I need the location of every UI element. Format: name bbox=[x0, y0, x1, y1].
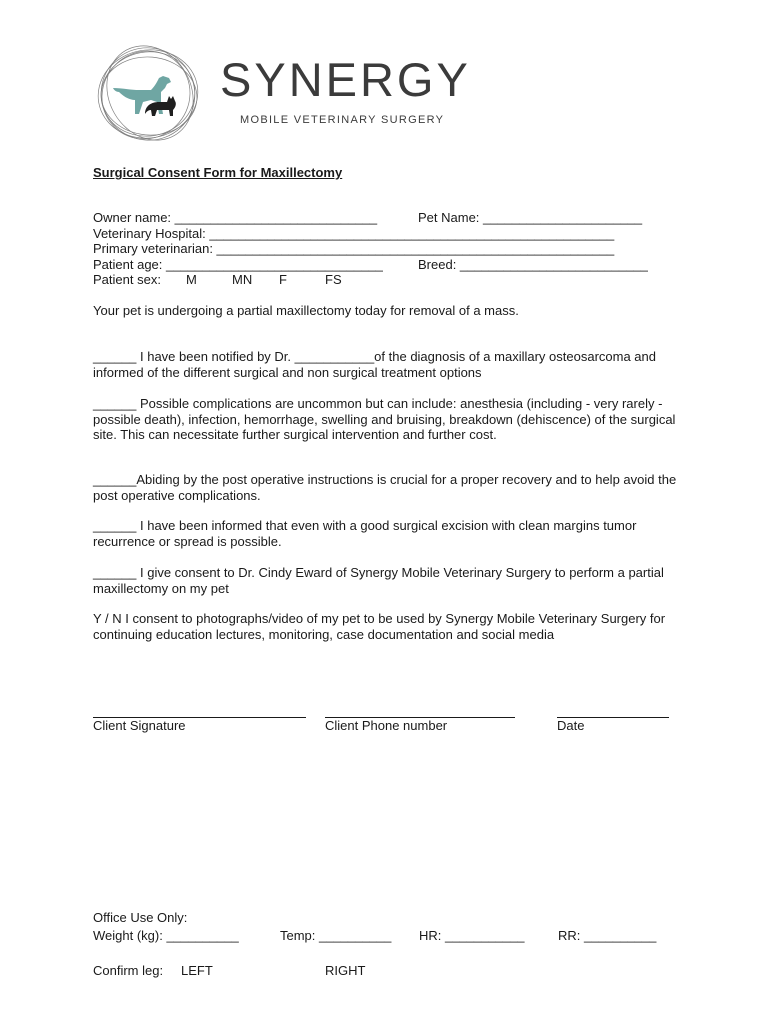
consent-item-photographs[interactable]: Y / N I consent to photographs/video of my pet to be used by Synergy Mobile Veterinary Surgery for continuing education lectures, monitoring, case documentation and social media bbox=[93, 611, 666, 642]
leg-option-right[interactable]: RIGHT bbox=[325, 963, 366, 978]
hr-field[interactable]: HR: ___________ bbox=[419, 928, 525, 943]
sex-option-m[interactable]: M bbox=[186, 272, 197, 287]
date-label: Date bbox=[557, 718, 585, 733]
sex-option-f[interactable]: F bbox=[279, 272, 287, 287]
patient-age-field[interactable]: Patient age: ______________________________ bbox=[93, 257, 383, 272]
veterinary-hospital-field[interactable]: Veterinary Hospital: ________________________________________________________ bbox=[93, 226, 615, 241]
consent-item-complications[interactable]: ______ Possible complications are uncommon but can include: anesthesia (including - very rarely - possible death), infection, hemorrhage, swelling and bruising, breakdown (dehiscence) of the surgical site. This can necessitate further surgical intervention and further cost. bbox=[93, 396, 676, 442]
breed-field[interactable]: Breed: __________________________ bbox=[418, 257, 648, 272]
sex-option-mn[interactable]: MN bbox=[232, 272, 253, 287]
office-use-label: Office Use Only: bbox=[93, 910, 188, 925]
pet-name-field[interactable]: Pet Name: ______________________ bbox=[418, 210, 643, 225]
owner-name-field[interactable]: Owner name: ____________________________ bbox=[93, 210, 378, 225]
consent-item-surgery[interactable]: ______ I give consent to Dr. Cindy Eward of Synergy Mobile Veterinary Surgery to perform a partial maxillectomy on my pet bbox=[93, 565, 664, 596]
consent-item-recurrence[interactable]: ______ I have been informed that even with a good surgical excision with clean margins tumor recurrence or spread is possible. bbox=[93, 518, 637, 549]
consent-item-post-op[interactable]: ______Abiding by the post operative instructions is crucial for a proper recovery and to help avoid the post operative complications. bbox=[93, 472, 677, 503]
leg-option-left[interactable]: LEFT bbox=[181, 963, 213, 978]
patient-sex-label: Patient sex: bbox=[93, 272, 161, 287]
brand-name: SYNERGY bbox=[220, 53, 471, 106]
sex-option-fs[interactable]: FS bbox=[325, 272, 342, 287]
temp-field[interactable]: Temp: __________ bbox=[280, 928, 392, 943]
rr-field[interactable]: RR: __________ bbox=[558, 928, 657, 943]
form-title: Surgical Consent Form for Maxillectomy bbox=[93, 165, 343, 180]
weight-field[interactable]: Weight (kg): __________ bbox=[93, 928, 239, 943]
brand-tagline: MOBILE VETERINARY SURGERY bbox=[240, 114, 445, 126]
client-phone-label: Client Phone number bbox=[325, 718, 448, 733]
confirm-leg-label: Confirm leg: bbox=[93, 963, 164, 978]
primary-veterinarian-field[interactable]: Primary veterinarian: _______________________________________________________ bbox=[93, 241, 615, 256]
consent-item-diagnosis[interactable]: ______ I have been notified by Dr. ___________of the diagnosis of a maxillary osteosarcoma and informed of the different surgical and non surgical treatment options bbox=[93, 349, 656, 380]
intro-text: Your pet is undergoing a partial maxillectomy today for removal of a mass. bbox=[93, 303, 519, 318]
dog-cat-logo-icon bbox=[93, 44, 203, 144]
client-signature-label: Client Signature bbox=[93, 718, 186, 733]
